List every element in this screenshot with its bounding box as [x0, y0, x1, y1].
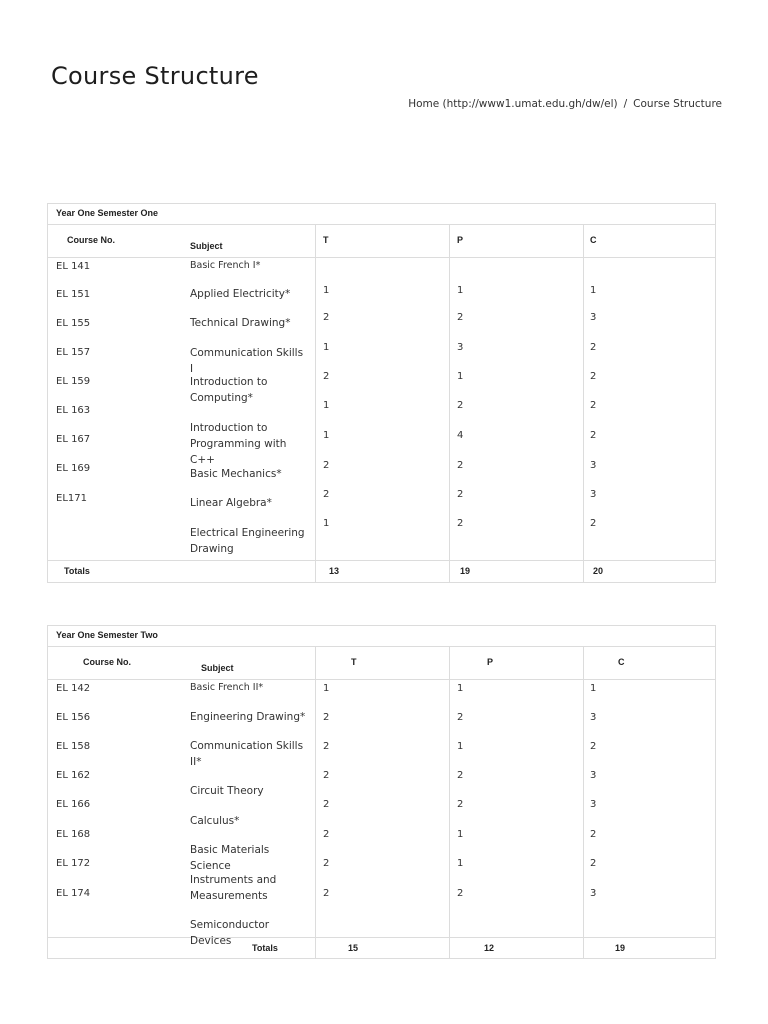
p-value: 2 [457, 712, 464, 723]
subject-name: Basic Materials Science [190, 844, 270, 872]
c-value: 3 [590, 460, 597, 471]
p-value: 2 [457, 400, 464, 411]
table-divider [48, 937, 715, 938]
header-p: P [457, 235, 464, 245]
course-code: EL 172 [56, 858, 91, 869]
p-value: 2 [457, 770, 464, 781]
t-value: 2 [323, 371, 330, 382]
semester-title: Year One Semester Two [56, 630, 158, 640]
subject-name: Calculus* [190, 815, 240, 827]
column-divider [583, 224, 584, 583]
totals-t: 13 [329, 566, 340, 576]
t-value: 2 [323, 460, 330, 471]
column-divider [449, 646, 450, 959]
table-divider [48, 679, 715, 680]
course-code: EL 163 [56, 405, 91, 416]
subject-name: Basic French II* [190, 682, 264, 693]
column-divider [583, 646, 584, 959]
table-divider [48, 224, 715, 225]
totals-label: Totals [64, 566, 90, 576]
t-value: 1 [323, 683, 330, 694]
c-value: 2 [590, 518, 597, 529]
totals-c: 19 [615, 943, 626, 953]
course-code: EL 142 [56, 683, 91, 694]
course-code: EL 141 [56, 261, 91, 272]
header-p: P [487, 657, 494, 667]
subject-name: Technical Drawing* [190, 317, 291, 329]
subject-name: Engineering Drawing* [190, 711, 306, 723]
p-value: 1 [457, 741, 464, 752]
t-value: 2 [323, 829, 330, 840]
p-value: 1 [457, 683, 464, 694]
header-course-no: Course No. [67, 235, 116, 245]
table-divider [48, 257, 715, 258]
header-subject: Subject [201, 663, 234, 673]
subject-name: Introduction to Computing* [190, 376, 268, 404]
p-value: 1 [457, 371, 464, 382]
course-code: EL 158 [56, 741, 91, 752]
c-value: 3 [590, 770, 597, 781]
c-value: 2 [590, 858, 597, 869]
course-code: EL 169 [56, 463, 91, 474]
subject-name: Introduction to Programming with C++ [190, 422, 287, 466]
header-course-no: Course No. [83, 657, 132, 667]
course-code: EL 167 [56, 434, 91, 445]
c-value: 3 [590, 312, 597, 323]
c-value: 2 [590, 829, 597, 840]
subject-name: Basic French I* [190, 260, 261, 271]
totals-label: Totals [252, 943, 278, 953]
p-value: 3 [457, 342, 464, 353]
c-value: 2 [590, 741, 597, 752]
totals-t: 15 [348, 943, 359, 953]
t-value: 2 [323, 799, 330, 810]
totals-p: 12 [484, 943, 495, 953]
table-divider [48, 646, 715, 647]
table-divider [48, 560, 715, 561]
c-value: 2 [590, 430, 597, 441]
p-value: 2 [457, 489, 464, 500]
semester-table-1 [47, 203, 716, 583]
t-value: 2 [323, 888, 330, 899]
course-code: EL 174 [56, 888, 91, 899]
header-t: T [323, 235, 329, 245]
header-c: C [590, 235, 597, 245]
subject-name: Semiconductor Devices [190, 919, 270, 947]
c-value: 2 [590, 400, 597, 411]
c-value: 1 [590, 285, 597, 296]
t-value: 1 [323, 342, 330, 353]
p-value: 4 [457, 430, 464, 441]
c-value: 3 [590, 888, 597, 899]
t-value: 2 [323, 858, 330, 869]
p-value: 2 [457, 460, 464, 471]
p-value: 1 [457, 285, 464, 296]
breadcrumb [408, 98, 722, 110]
column-divider [449, 224, 450, 583]
p-value: 1 [457, 858, 464, 869]
subject-name: Linear Algebra* [190, 497, 272, 509]
column-divider [315, 224, 316, 583]
totals-p: 19 [460, 566, 471, 576]
t-value: 1 [323, 400, 330, 411]
header-t: T [351, 657, 357, 667]
course-code: EL 166 [56, 799, 91, 810]
t-value: 1 [323, 518, 330, 529]
breadcrumb-separator: / [623, 98, 628, 110]
c-value: 3 [590, 799, 597, 810]
t-value: 2 [323, 712, 330, 723]
course-code: EL 156 [56, 712, 91, 723]
header-subject: Subject [190, 241, 223, 251]
c-value: 2 [590, 342, 597, 353]
course-code: EL 162 [56, 770, 91, 781]
course-code: EL 151 [56, 289, 91, 300]
p-value: 2 [457, 888, 464, 899]
c-value: 1 [590, 683, 597, 694]
subject-name: Instruments and Measurements [190, 874, 277, 902]
course-code: EL 159 [56, 376, 91, 387]
breadcrumb-home-link[interactable]: Home (http://www1.umat.edu.gh/dw/el) [408, 98, 618, 110]
totals-c: 20 [593, 566, 604, 576]
p-value: 2 [457, 312, 464, 323]
subject-name: Basic Mechanics* [190, 468, 282, 480]
t-value: 2 [323, 741, 330, 752]
t-value: 1 [323, 430, 330, 441]
t-value: 1 [323, 285, 330, 296]
page-title: Course Structure [51, 62, 259, 90]
t-value: 2 [323, 770, 330, 781]
course-code: EL 155 [56, 318, 91, 329]
subject-name: Communication Skills II* [190, 740, 304, 768]
semester-title: Year One Semester One [56, 208, 159, 218]
breadcrumb-current: Course Structure [633, 98, 722, 110]
course-code: EL 157 [56, 347, 91, 358]
course-code: EL171 [56, 493, 87, 504]
p-value: 2 [457, 518, 464, 529]
t-value: 2 [323, 312, 330, 323]
c-value: 3 [590, 712, 597, 723]
semester-table-2 [47, 625, 716, 959]
t-value: 2 [323, 489, 330, 500]
c-value: 3 [590, 489, 597, 500]
p-value: 1 [457, 829, 464, 840]
c-value: 2 [590, 371, 597, 382]
subject-name: Electrical Engineering Drawing [190, 527, 305, 555]
header-c: C [618, 657, 625, 667]
p-value: 2 [457, 799, 464, 810]
course-code: EL 168 [56, 829, 91, 840]
subject-name: Applied Electricity* [190, 288, 291, 300]
column-divider [315, 646, 316, 959]
subject-name: Communication Skills I [190, 347, 304, 375]
subject-name: Circuit Theory [190, 785, 264, 797]
